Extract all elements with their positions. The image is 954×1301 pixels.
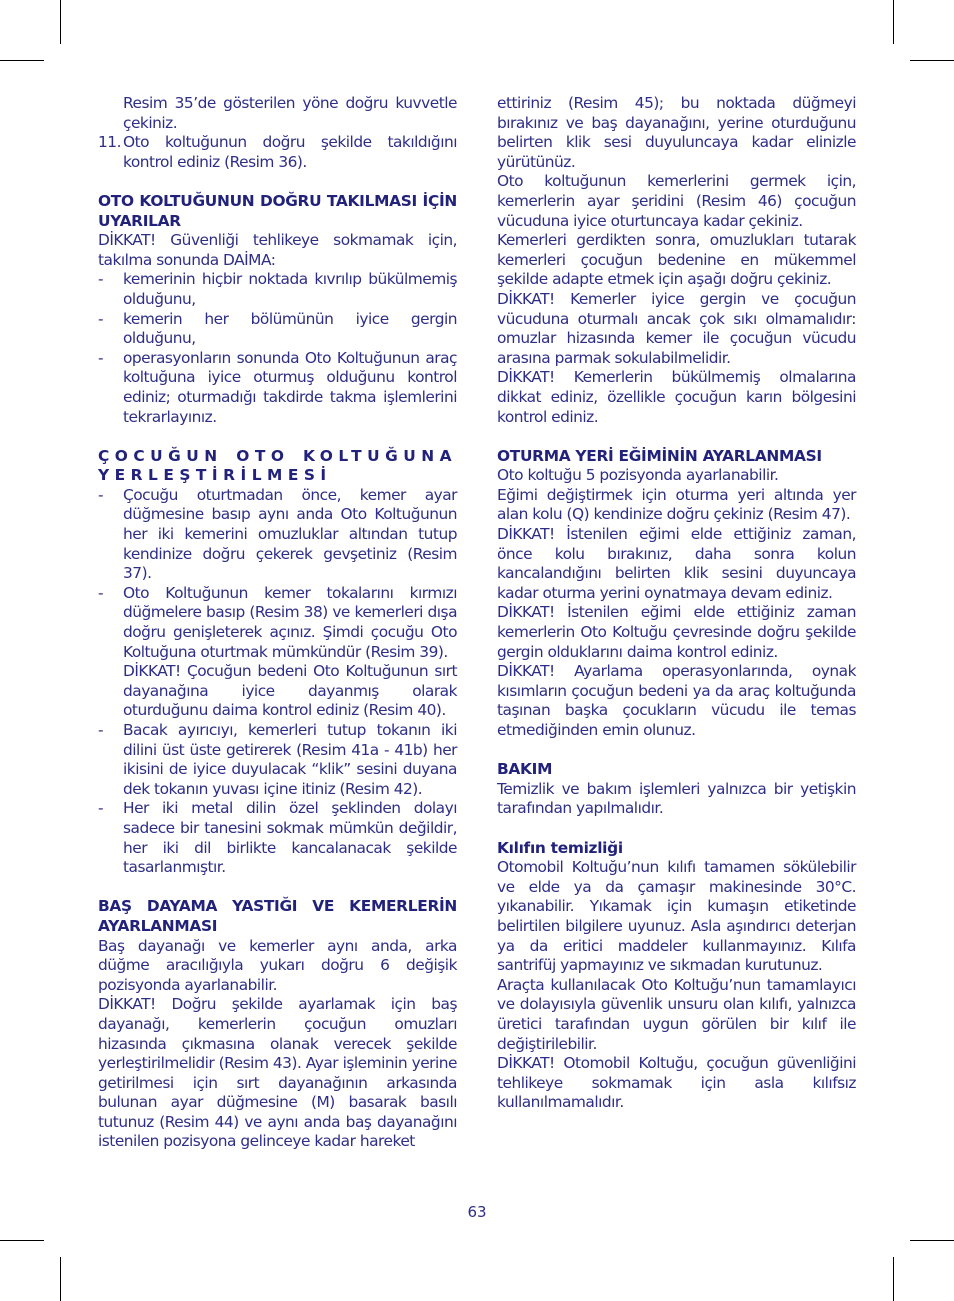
bullet-text: Bacak ayırıcıyı, kemerleri tutup tokanın iki dilini üst üste getirerek (Resim 41a - 41b) her ikisini de iyice duyulacak “klik” sesini duyana dek tokanın yuvası içine itiniz (Resim 42). — [123, 721, 457, 798]
paragraph: DİKKAT! Ayarlama operasyonlarında, oynak kısımların çocuğun bedeni ya da araç koltuğunda taşınan başka çocukların vücudu ile temas etmediğinden emin olunuz. — [497, 662, 856, 739]
step-number: 11. — [98, 133, 121, 152]
section-heading-seat-recline: OTURMA YERİ EĞİMİNİN AYARLANMASI — [497, 446, 822, 465]
crop-mark-bottom-left-h — [0, 1240, 44, 1241]
bullet-text: operasyonların sonunda Oto Koltuğunun araç koltuğuna iyice oturmuş olduğunu kontrol ediniz; oturmadığı takdirde takma işlemlerini tekrarlayınız. — [123, 348, 457, 426]
bullet-mark: - — [98, 485, 104, 504]
crop-mark-top-left-h — [0, 60, 44, 61]
bullet-mark: - — [98, 583, 104, 602]
paragraph: Eğimi değiştirmek için oturma yeri altında yer alan kolu (Q) kendinize doğru çekiniz (Resim 47). — [497, 485, 856, 524]
bullet-text: Çocuğu oturtmadan önce, kemer ayar düğmesine basıp aynı anda Oto Koltuğunun her iki kemerini omuzluklar altından tutup kendinize doğru çekerek gevşetiniz (Resim 37). — [123, 485, 457, 583]
bullet-text: kemerinin hiçbir noktada kıvrılıp bükülmemiş olduğunu, — [123, 270, 457, 308]
paragraph: DİKKAT! Kemerlerin bükülmemiş olmalarına dikkat ediniz, özellikle çocuğun karın bölgesini kontrol ediniz. — [497, 368, 856, 426]
bullet-item — [98, 349, 457, 427]
paragraph: Oto koltuğu 5 pozisyonda ayarlanabilir. — [497, 466, 779, 485]
paragraph: DİKKAT! Otomobil Koltuğu, çocuğun güvenliğini tehlikeye sokmamak için asla kılıfsız kullanılmamalıdır. — [497, 1054, 856, 1112]
paragraph: Temizlik ve bakım işlemleri yalnızca bir yetişkin tarafından yapılmalıdır. — [497, 779, 856, 818]
bullet-mark: - — [98, 309, 104, 328]
paragraph: DİKKAT! İstenilen eğimi elde ettiğiniz zaman kemerlerin Oto Koltuğu çevresinde doğru şekilde gergin olduklarını daima kontrol ediniz. — [497, 603, 856, 661]
crop-mark-top-right-h — [910, 60, 954, 61]
crop-mark-bottom-left — [60, 1257, 61, 1301]
paragraph: Baş dayanağı ve kemerler aynı anda, arka düğme aracılığıyla yukarı doğru 6 değişik pozisyonda ayarlanabilir. — [98, 936, 457, 994]
bullet-mark: - — [98, 799, 104, 818]
crop-mark-top-right — [893, 0, 894, 44]
warning-text: DİKKAT! Çocuğun bedeni Oto Koltuğunun sırt dayanağına iyice dayanmış olarak oturduğunu daima kontrol ediniz (Resim 40). — [123, 662, 457, 720]
bullet-item — [98, 584, 457, 662]
paragraph: DİKKAT! Güvenliği tehlikeye sokmamak için, takılma sonunda DAİMA: — [98, 231, 457, 269]
crop-mark-bottom-right — [893, 1257, 894, 1301]
section-heading-maintenance: BAKIM — [497, 760, 553, 779]
section-heading-headrest-adjustment: BAŞ DAYAMA YASTIĞI VE KEMERLERİN AYARLANMASI — [98, 897, 457, 935]
crop-mark-bottom-right-h — [910, 1240, 954, 1241]
right-column — [497, 94, 856, 1113]
bullet-text: Her iki metal dilin özel şeklinden dolayı sadece bir tanesini sokmak mümkün değildir, her iki dil birlikte kancalanacak şekilde tasarlanmıştır. — [123, 799, 457, 877]
step-text: Oto koltuğunun doğru şekilde takıldığını kontrol ediniz (Resim 36). — [123, 133, 457, 171]
bullet-text: kemerin her bölümünün iyice gergin olduğunu, — [123, 309, 457, 348]
bullet-item — [98, 721, 457, 799]
bullet-mark: - — [98, 270, 104, 289]
bullet-mark: - — [98, 721, 104, 739]
page-number: 63 — [467, 1203, 487, 1221]
section-heading-child-placement: ÇOCUĞUN OTO KOLTUĞUNA YERLEŞTİRİLMESİ — [98, 446, 457, 485]
bullet-item — [98, 270, 457, 309]
paragraph: DİKKAT! Kemerler iyice gergin ve çocuğun vücuduna oturmalı ancak çok sıkı olmamalıdır: omuzlar hizasında kemer ile çocuğun vücudu arasına parmak sokulabilmelidir. — [497, 289, 856, 367]
crop-mark-top-left — [60, 0, 61, 44]
paragraph: Oto koltuğunun kemerlerini germek için, kemerlerin ayar şeridini (Resim 46) çocuğun vücuduna iyice oturtuncaya kadar çekiniz. — [497, 172, 856, 230]
paragraph: DİKKAT! İstenilen eğimi elde ettiğiniz zaman, önce kolu bırakınız, daha sonra kolun kancalandığını belirten klik sesini duyuncaya kadar oturma yerini oynatmaya devam ediniz. — [497, 525, 856, 602]
continued-step: Resim 35’de gösterilen yöne doğru kuvvetle çekiniz. — [123, 94, 457, 132]
paragraph: Otomobil Koltuğu’nun kılıfı tamamen sökülebilir ve elde ya da çamaşır makinesinde 30°C. yıkanabilir. Yıkamak için kumaşın etiketinde belirtilen bilgilere uyunuz. Asla aşındırıcı deterjan ya da eritici maddeler kullanmayınız. Kılıfa santrifüj yapmayınız ve sıkmadan kurutunuz. — [497, 858, 856, 975]
paragraph: DİKKAT! Doğru şekilde ayarlamak için baş dayanağı, kemerlerin çocuğun omuzları hizasında çıkmasına olanak verecek şekilde yerleştirilmelidir (Resim 43). Ayar işleminin yerine getirilmesi için sırt dayanağının arkasında bulunan ayar düğmesine (M) basarak basılı tutunuz (Resim 44) ve aynı anda baş dayanağını istenilen pozisyona gelinceye kadar hareket — [98, 995, 457, 1151]
bullet-text: Oto Koltuğunun kemer tokalarını kırmızı düğmelere basıp (Resim 38) ve kemerleri dışa doğru genişleterek açınız. Şimdi çocuğu Oto Koltuğuna oturtmak mümkündür (Resim 39). — [123, 583, 457, 661]
bullet-item — [98, 799, 457, 877]
step-11 — [98, 133, 457, 172]
paragraph: Kemerleri gerdikten sonra, omuzlukları tutarak kemerleri çocuğun bedenine en mükemmel şekilde adapte etmek için aşağı doğru çekiniz. — [497, 231, 856, 289]
bullet-mark: - — [98, 348, 104, 367]
bullet-item — [98, 486, 457, 584]
paragraph: Araçta kullanılacak Oto Koltuğu’nun tamamlayıcı ve dolayısıyla güvenlik unsuru olan kılıfı, yalnızca üretici tarafından uygun görülen bir kılıf ile değiştirilebilir. — [497, 975, 856, 1053]
paragraph: ettiriniz (Resim 45); bu noktada düğmeyi bırakınız ve baş dayanağını, yerine oturduğunu belirten klik sesi duyuluncaya kadar elinizle yürütünüz. — [497, 94, 856, 171]
subsection-heading-cover-cleaning: Kılıfın temizliği — [497, 838, 623, 857]
section-heading-installation-warnings: OTO KOLTUĞUNUN DOĞRU TAKILMASI İÇİN UYARILAR — [98, 191, 457, 230]
bullet-item — [98, 310, 457, 349]
left-column — [98, 94, 457, 1152]
